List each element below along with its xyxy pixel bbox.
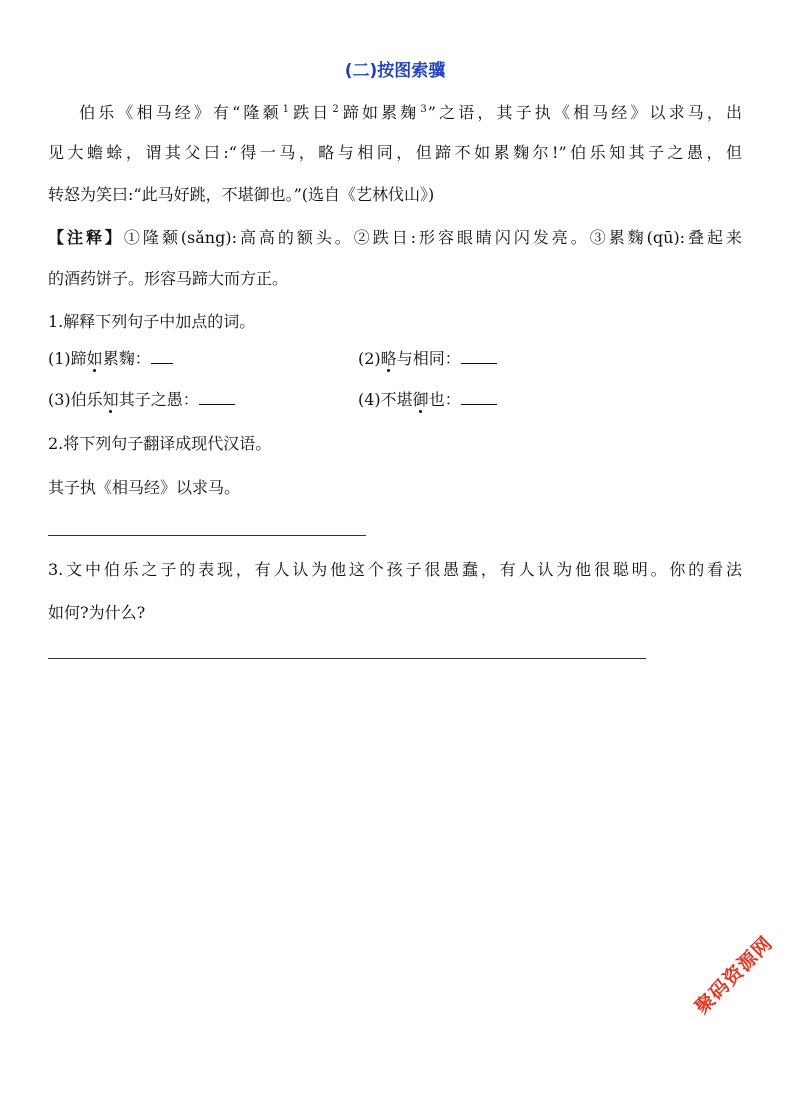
passage-line-1: 伯乐《相马经》有“隆颡$^1$跌日$^2$蹄如累麹$^3$”之语，其子执《相马经》以求马，出 xyxy=(76,103,742,122)
q2-sentence: 其子执《相马经》以求马。 xyxy=(48,478,241,497)
notes-label: 【注释】 xyxy=(48,228,124,247)
q2-prompt: 2.将下列句子翻译成现代汉语。 xyxy=(48,434,272,453)
notes-line-2: 的酒药饼子。形容马蹄大而方正。 xyxy=(48,269,289,288)
dotted-word: 如 xyxy=(86,349,103,368)
answer-blank[interactable] xyxy=(151,349,173,364)
q3-line-2: 如何?为什么? xyxy=(48,603,146,622)
passage-line-2: 见大蟾蜍，谓其父曰:“得一马，略与相同，但蹄不如累麴尔!”伯乐知其子之愚，但 xyxy=(48,143,742,162)
footnote-2: 2 xyxy=(332,104,339,115)
footnote-1: 1 xyxy=(282,104,290,115)
answer-blank[interactable] xyxy=(199,390,235,405)
answer-blank[interactable] xyxy=(461,349,497,364)
dotted-word: 略 xyxy=(380,349,397,368)
section-title: (二)按图索骥 xyxy=(344,61,446,81)
dotted-word: 知 xyxy=(102,390,119,409)
q1-item-2: (2)略与相同： xyxy=(358,348,497,370)
dotted-word: 御 xyxy=(412,390,429,409)
notes-line-1: 【注释】①隆颡(sǎng):高高的额头。②跌日:形容眼睛闪闪发亮。③累麴(qū):叠起来 xyxy=(48,228,742,247)
q1-item-3: (3)伯乐知其子之愚： xyxy=(48,389,235,411)
q3-line-1: 3.文中伯乐之子的表现，有人认为他这个孩子很愚蠢，有人认为他很聪明。你的看法 xyxy=(48,560,742,579)
watermark: 聚码资源网 xyxy=(690,932,778,1019)
q2-answer-line[interactable] xyxy=(48,535,366,536)
q1-item-4: (4)不堪御也： xyxy=(358,389,497,411)
footnote-3: 3 xyxy=(420,104,427,115)
answer-blank[interactable] xyxy=(461,390,497,405)
q3-answer-line[interactable] xyxy=(48,658,646,659)
q1-item-1: (1)蹄如累麴： xyxy=(48,348,173,370)
q1-prompt: 1.解释下列句子中加点的词。 xyxy=(48,312,256,331)
passage-line-3: 转怒为笑曰:“此马好跳，不堪御也。”(选自《艺林伐山》) xyxy=(48,185,435,204)
